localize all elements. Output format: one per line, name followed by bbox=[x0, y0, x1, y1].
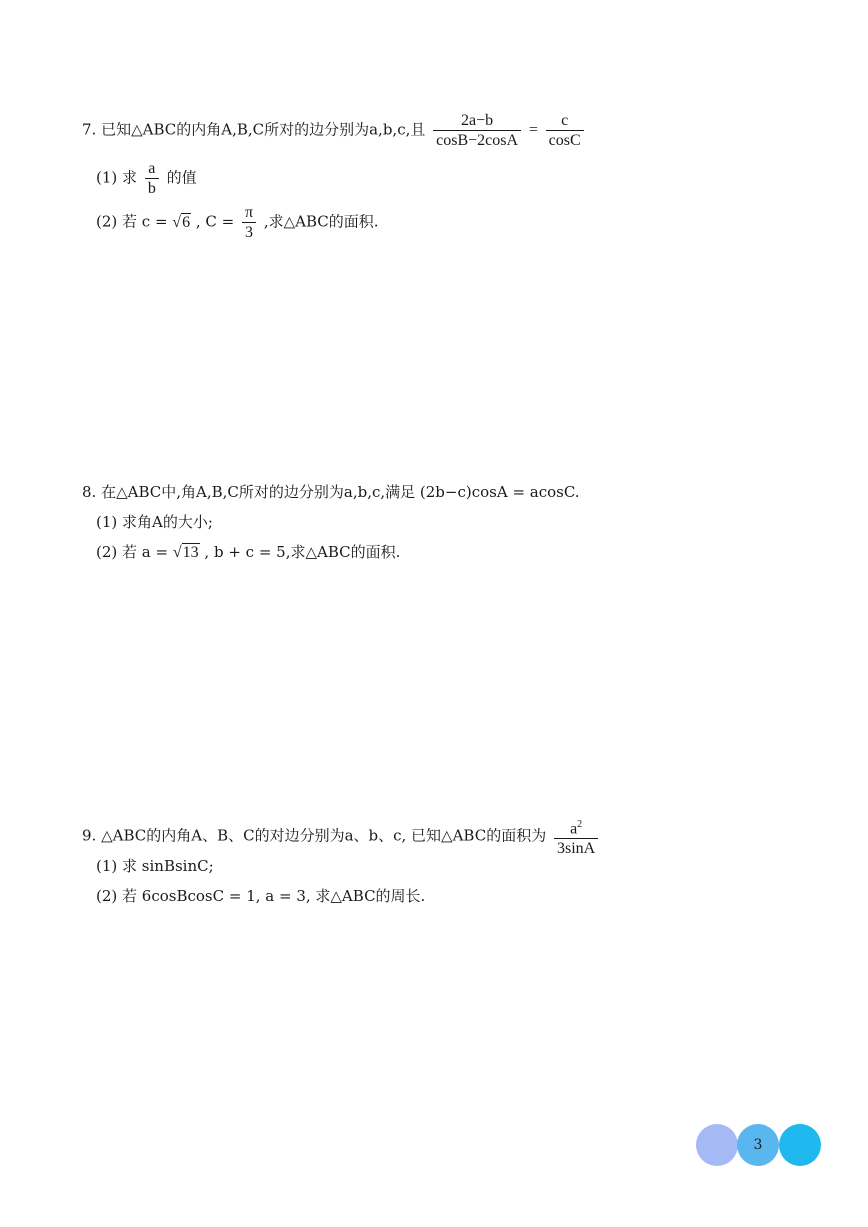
sqrt: √6 bbox=[172, 213, 191, 231]
problem-7-stem-text: 已知△ABC的内角A,B,C所对的边分别为a,b,c,且 bbox=[101, 120, 426, 139]
problem-9-part-1: (1) 求 sinBsinC; bbox=[96, 857, 214, 875]
problem-7-part-2: (2) 若 c = √6 , C = $\frac{\pi}{3}$ ,求△ABC的面积. bbox=[96, 204, 379, 241]
fraction: $\frac{a}{b}$ bbox=[145, 160, 159, 197]
fraction: $\frac{\pi}{3}$ bbox=[242, 204, 256, 241]
problem-8-part-2: (2) 若 a = √13 , b + c = 5,求△ABC的面积. bbox=[96, 543, 401, 561]
problem-8-part-1: (1) 求角A的大小; bbox=[96, 513, 213, 531]
problem-9-stem: 9. △ABC的内角A、B、C的对边分别为a、b、c, 已知△ABC的面积为 $\frac{a^2}{3\sin A}$ bbox=[82, 816, 601, 857]
fraction: $\frac{a^2}{3\sin A}$ bbox=[554, 816, 598, 857]
fraction: $\frac{c}{\cos C}$ bbox=[546, 112, 584, 149]
problem-7-part-1: (1) 求 $\frac{a}{b}$ 的值 bbox=[96, 160, 197, 197]
sqrt: √13 bbox=[172, 544, 199, 561]
page-number: 3 bbox=[753, 1137, 763, 1153]
problem-7-stem: 7. 已知△ABC的内角A,B,C所对的边分别为a,b,c,且 $\frac{2a-b}{\cos B-2\cos A}$ = $\frac{c}{\cos C}$ bbox=[82, 112, 587, 149]
fraction: $\frac{2a-b}{\cos B-2\cos A}$ bbox=[433, 112, 521, 149]
problem-7-number: 7. bbox=[82, 120, 97, 139]
page-indicator bbox=[696, 1124, 822, 1166]
decorative-circle bbox=[779, 1124, 821, 1166]
decorative-circle bbox=[696, 1124, 738, 1166]
problem-8-stem: 8. 在△ABC中,角A,B,C所对的边分别为a,b,c,满足 (2b−c)cosA = acosC. bbox=[82, 483, 580, 501]
problem-9-part-2: (2) 若 6cosBcosC = 1, a = 3, 求△ABC的周长. bbox=[96, 887, 426, 905]
